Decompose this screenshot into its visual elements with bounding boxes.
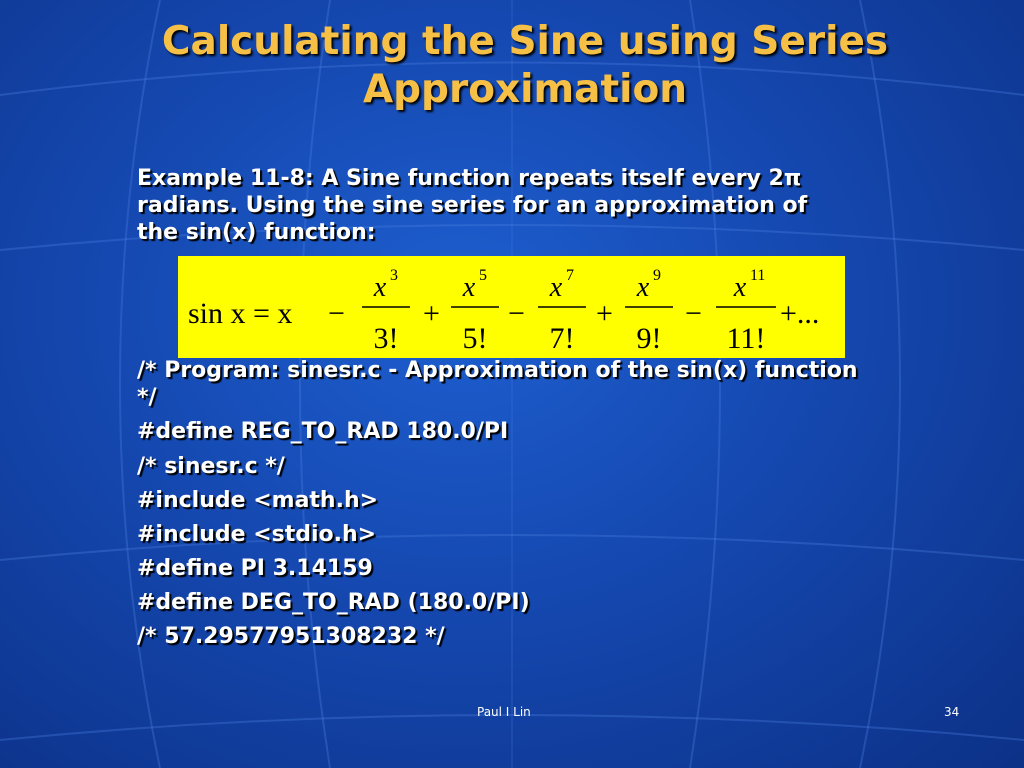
formula-operator: − <box>508 297 525 330</box>
formula-exponent: 3 <box>390 267 398 284</box>
intro-paragraph <box>137 165 974 246</box>
code-line-4: /* sinesr.c */ <box>137 454 285 479</box>
title-line-2: Approximation <box>362 67 688 112</box>
formula-operator: − <box>685 297 702 330</box>
formula-denominator: 9! <box>636 322 662 355</box>
formula-denominator: 3! <box>373 322 399 355</box>
formula-denominator: 5! <box>462 322 488 355</box>
slide-title <box>60 18 990 114</box>
title-line-1: Calculating the Sine using Series <box>161 19 889 64</box>
code-block <box>137 357 974 411</box>
code-line-5: #include <math.h> <box>137 488 379 513</box>
code-line-3: #define REG_TO_RAD 180.0/PI <box>137 419 509 444</box>
formula-tail: +... <box>780 297 820 330</box>
sine-series-formula <box>178 256 845 358</box>
formula-numerator: x <box>549 272 563 303</box>
formula-denominator: 7! <box>549 322 575 355</box>
footer-page-number: 34 <box>944 705 960 719</box>
formula-exponent: 11 <box>750 267 766 284</box>
code-line-2: */ <box>137 385 157 410</box>
formula-terms <box>328 267 776 355</box>
formula-operator: + <box>423 297 440 330</box>
code-line-7: #define PI 3.14159 <box>137 556 373 581</box>
code-line-9: /* 57.29577951308232 */ <box>137 624 445 649</box>
formula-operator: + <box>596 297 613 330</box>
formula-exponent: 5 <box>479 267 487 284</box>
formula-numerator: x <box>733 272 747 303</box>
code-line-6: #include <stdio.h> <box>137 522 377 547</box>
formula-exponent: 9 <box>653 267 661 284</box>
code-line-1: /* Program: sinesr.c - Approximation of the sin(x) function <box>137 358 858 383</box>
formula-numerator: x <box>636 272 650 303</box>
formula-graphic <box>178 256 845 358</box>
formula-exponent: 7 <box>566 267 574 284</box>
footer-author: Paul I Lin <box>477 705 531 719</box>
formula-lhs: sin x = x <box>188 297 293 330</box>
intro-line-1: Example 11-8: A Sine function repeats itself every 2π <box>137 166 802 191</box>
intro-line-2: radians. Using the sine series for an approximation of <box>137 193 808 218</box>
code-line-8: #define DEG_TO_RAD (180.0/PI) <box>137 590 530 615</box>
formula-numerator: x <box>462 272 476 303</box>
formula-operator: − <box>328 297 345 330</box>
intro-line-3: the sin(x) function: <box>137 220 376 245</box>
formula-denominator: 11! <box>726 322 766 355</box>
formula-numerator: x <box>373 272 387 303</box>
